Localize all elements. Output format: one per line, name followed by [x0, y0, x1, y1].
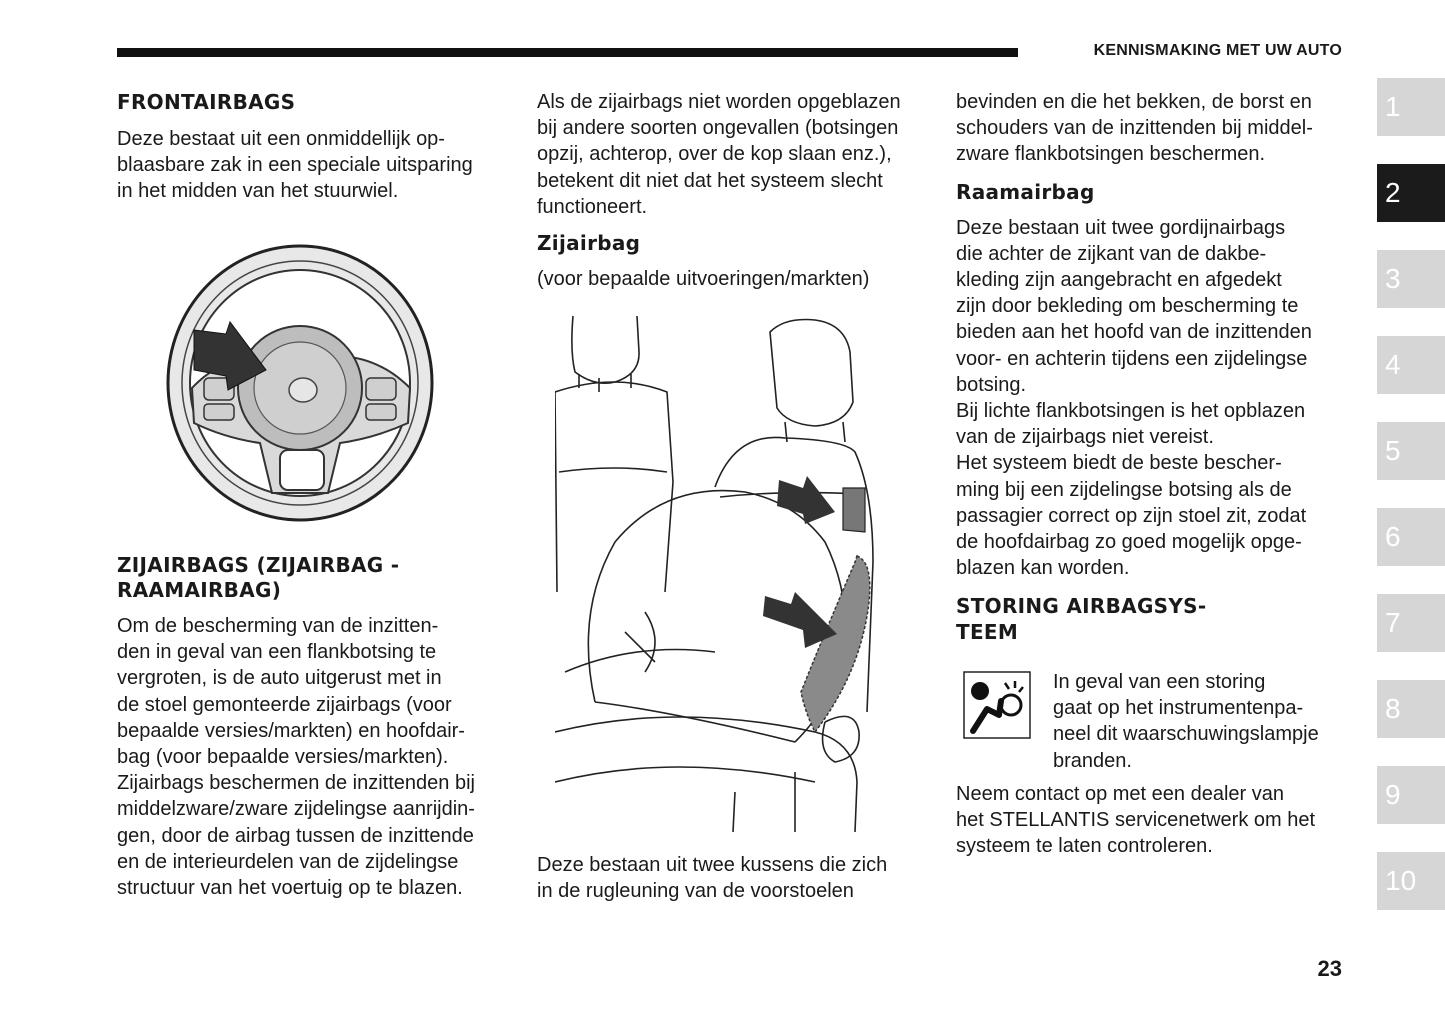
warning-block [1053, 669, 1353, 774]
warning-text: In geval van een storing gaat op het instrumentenpa- neel dit waarschuwingslampje branden. [1053, 671, 1319, 772]
page-number: 23 [1317, 956, 1342, 981]
frontairbags-heading: FRONTAIRBAGS [117, 90, 296, 114]
column-1 [117, 90, 517, 205]
intro-text: Als de zijairbags niet worden opgeblazen bij andere soorten ongevallen (botsingen opzij, achterop, over de kop slaan enz.), betekent dit niet dat het systeem slecht functioneert. [537, 91, 901, 218]
zijairbags-text: Om de bescherming van de inzitten- den in geval van een flankbotsing te vergroten, is de auto uitgerust met in de stoel gemonteerde zijairbags (voor bepaalde versies/markten) en hoofdair- bag (voor bepaalde versies/markten). Zijairbags beschermen de inzittenden bij middelzware/zware zijdelingse aanrijdin- gen, door de airbag tussen de inzittende en de interieurdelen van de zijdelingse structuur van het voertuig op te blazen. [117, 615, 475, 900]
airbag-warning-icon [963, 671, 1031, 739]
seat-caption: Deze bestaan uit twee kussens die zich in de rugleuning van de voorstoelen [537, 854, 888, 903]
chapter-tab-7[interactable]: 7 [1377, 594, 1445, 652]
frontairbags-text: Deze bestaat uit een onmiddellijk op- blaasbare zak in een speciale uitsparing in het midden van het stuurwiel. [117, 128, 473, 203]
storing-heading: STORING AIRBAGSYS- TEEM [956, 594, 1207, 645]
chapter-tab-4[interactable]: 4 [1377, 336, 1445, 394]
header-rule [117, 48, 1018, 57]
zijairbags-heading: ZIJAIRBAGS (ZIJAIRBAG - RAAMAIRBAG) [117, 553, 400, 602]
column-2 [537, 89, 937, 292]
chapter-tab-3[interactable]: 3 [1377, 250, 1445, 308]
steering-wheel-illustration [160, 238, 450, 528]
contact-block [956, 781, 1356, 860]
raamairbag-heading: Raamairbag [956, 179, 1095, 204]
chapter-tab-5[interactable]: 5 [1377, 422, 1445, 480]
chapter-tab-9[interactable]: 9 [1377, 766, 1445, 824]
seat-illustration [555, 312, 895, 834]
zijairbag-heading: Zijairbag [537, 231, 641, 256]
column-1-lower [117, 553, 517, 901]
chapter-tab-8[interactable]: 8 [1377, 680, 1445, 738]
section-title: KENNISMAKING MET UW AUTO [1093, 42, 1342, 59]
contact-text: Neem contact op met een dealer van het STELLANTIS servicenetwerk om het systeem te laten controleren. [956, 783, 1316, 858]
column-3 [956, 89, 1356, 645]
chapter-tab-10[interactable]: 10 [1377, 852, 1445, 910]
zijairbag-note: (voor bepaalde uitvoeringen/markten) [537, 268, 870, 291]
chapter-tab-6[interactable]: 6 [1377, 508, 1445, 566]
chapter-tab-1[interactable]: 1 [1377, 78, 1445, 136]
intro-text-continued: bevinden en die het bekken, de borst en schouders van de inzittenden bij middel- zware flankbotsingen beschermen. [956, 91, 1313, 166]
column-2-caption [537, 852, 937, 904]
chapter-tab-2[interactable]: 2 [1377, 164, 1445, 222]
raamairbag-text: Deze bestaan uit twee gordijnairbags die achter de zijkant van de dakbe- kleding zijn aangebracht en afgedekt zijn door bekleding om bescherming te bieden aan het hoofd van de inzittenden voor- en achterin tijdens een zijdelingse botsing. Bij lichte flankbotsingen is het opblazen van de zijairbags niet vereist. Het systeem biedt de beste bescher- ming bij een zijdelingse botsing als de passagier correct op zijn stoel zit, zodat de hoofdairbag zo goed mogelijk opge- blazen kan worden. [956, 216, 1312, 580]
